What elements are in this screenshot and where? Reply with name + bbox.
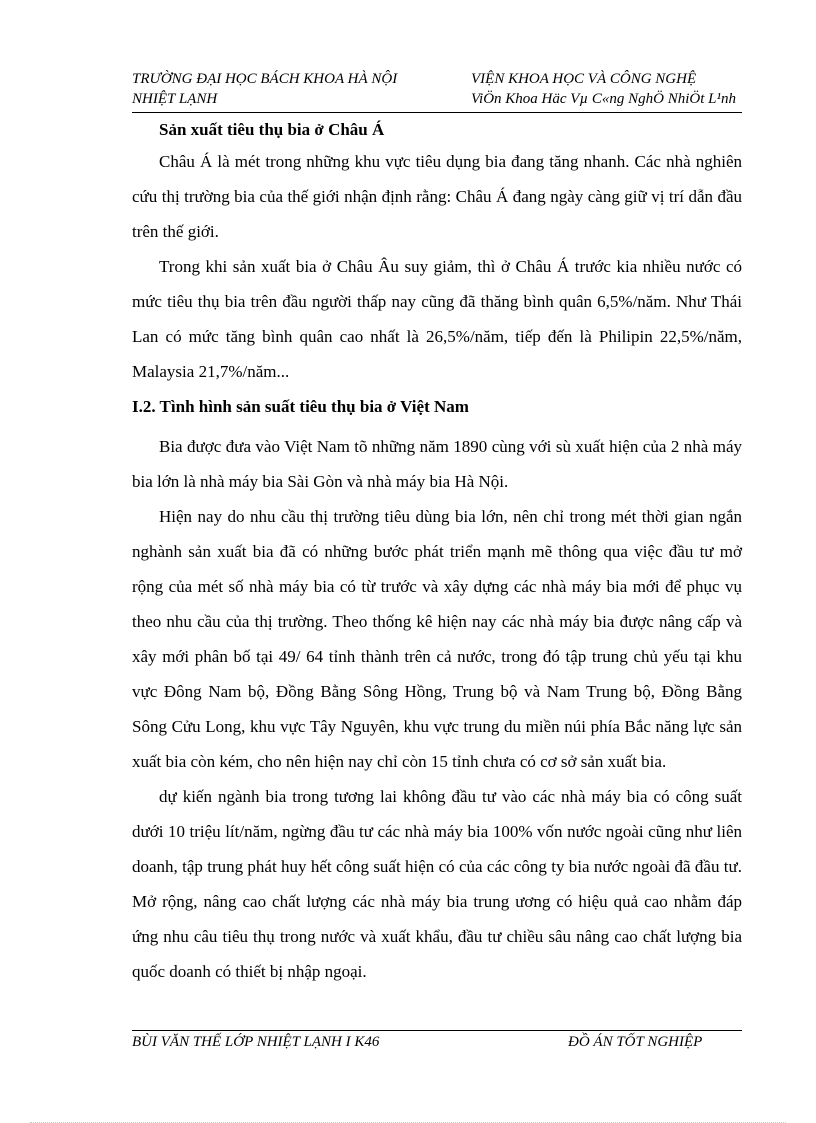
footer-thesis-label: ĐỒ ÁN TỐT NGHIỆP [568, 1034, 703, 1050]
paragraph: Châu Á là mét trong những khu vực tiêu dụng bia đang tăng nhanh. Các nhà nghiên cứu thị trường bia của thế giới nhận định rằng: Châu Á đang ngày càng giữ vị trí dẫn đầu trên thế giới. [132, 152, 742, 241]
footer-author: BÙI VĂN THẾ LỚP NHIỆT LẠNH I K46 [132, 1034, 380, 1050]
paragraph: Trong khi sản xuất bia ở Châu Âu suy giảm, thì ở Châu Á trước kia nhiều nước có mức tiêu thụ bia trên đầu người thấp nay cũng đã thăng bình quân 6,5%/năm. Như Thái Lan có mức tăng bình quân cao nhất là 26,5%/năm, tiếp đến là Philipin 22,5%/năm, Malaysia 21,7%/năm... [132, 257, 742, 381]
paragraph: Hiện nay do nhu cầu thị trường tiêu dùng bia lớn, nên chỉ trong mét thời gian ngắn nghành sản xuất bia đã có những bước phát triển mạnh mẽ thông qua việc đầu tư mở rộng của mét số nhà máy bia có từ trước và xây dựng các nhà máy bia mới để phục vụ theo nhu cầu của thị trường. Theo thống kê hiện nay các nhà máy bia được nâng cấp và xây mới phân bố tại 49/ 64 tỉnh thành trên cả nước, trong đó tập trung chủ yếu tại khu vực Đông Nam bộ, Đồng Bằng Sông Hồng, Trung bộ và Nam Trung bộ, Đồng Bằng Sông Cửu Long, khu vực Tây Nguyên, khu vực trung du miền núi phía Bắc năng lực sản xuất bia còn kém, cho nên hiện nay chỉ còn 15 tỉnh chưa có cơ sở sản xuất bia. [132, 507, 742, 771]
header-university: TRƯỜNG ĐẠI HỌC BÁCH KHOA HÀ NỘI [132, 71, 398, 87]
document-body [132, 116, 742, 989]
paragraph: Bia được đưa vào Việt Nam tõ những năm 1890 cùng với sù xuất hiện của 2 nhà máy bia lớn là nhà máy bia Sài Gòn và nhà máy bia Hà Nội. [132, 437, 742, 491]
paragraph: dự kiến ngành bia trong tương lai không đầu tư vào các nhà máy bia có công suất dưới 10 triệu lít/năm, ngừng đầu tư các nhà máy bia 100% vốn nước ngoài cũng như liên doanh, tập trung phát huy hết công suất hiện có của các công ty bia nước ngoài đã đầu tư. Mở rộng, nâng cao chất lượng các nhà máy bia trung ương có hiệu quả cao nhằm đáp ứng nhu câu tiêu thụ trong nước và xuất khẩu, đầu tư chiều sâu nâng cao chất lượng bia quốc doanh có thiết bị nhập ngoại. [132, 787, 742, 981]
header-rule [132, 112, 742, 113]
header-institute-legacy-font: ViÖn Khoa Häc Vµ C«ng NghÖ NhiÖt L¹nh [471, 91, 736, 107]
header-department: NHIỆT LẠNH [132, 91, 218, 107]
section-heading-asia: Sản xuất tiêu thụ bia ở Châu Á [159, 120, 385, 139]
footer-rule [132, 1030, 742, 1031]
header-institute: VIỆN KHOA HỌC VÀ CÔNG NGHỆ [471, 71, 697, 87]
section-heading-vietnam: I.2. Tình hình sản suất tiêu thụ bia ở Việt Nam [132, 397, 469, 416]
